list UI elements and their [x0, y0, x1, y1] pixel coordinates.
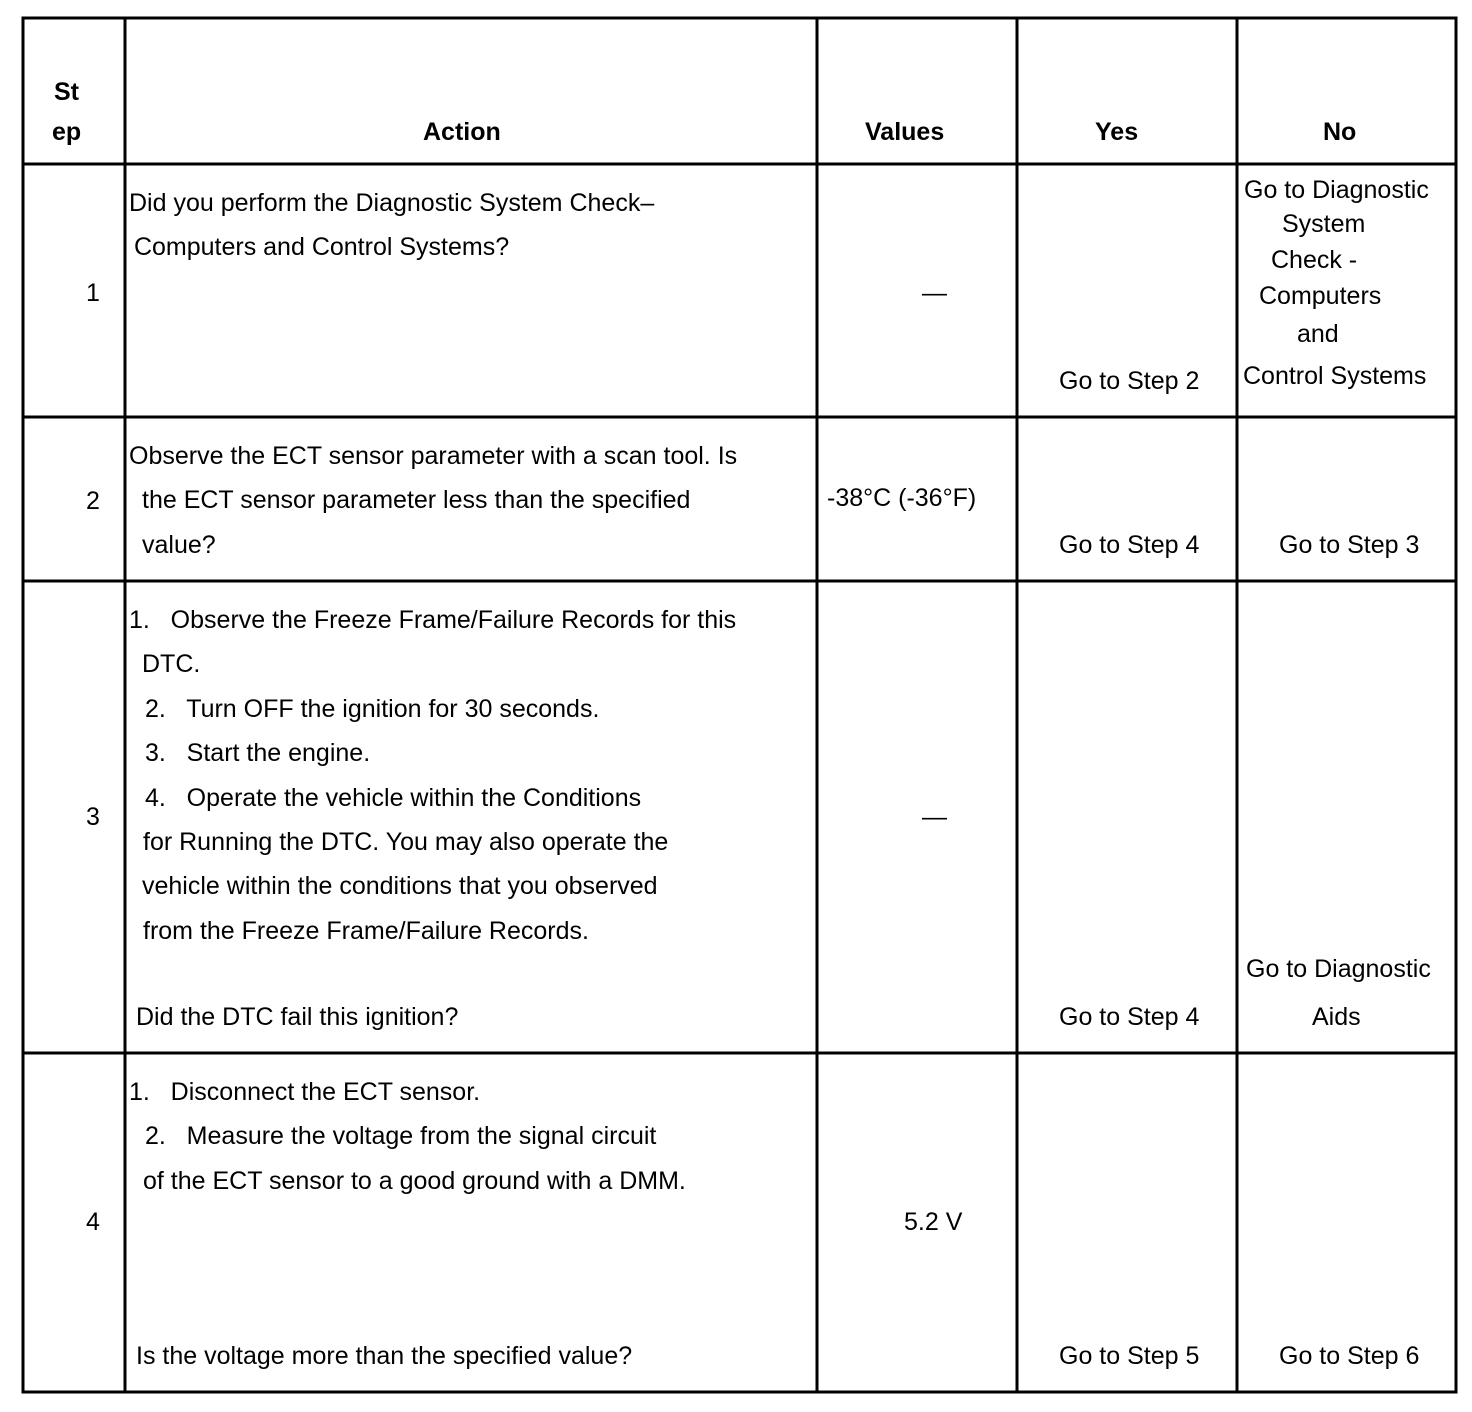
yes-cell: Go to Step 2 — [1059, 367, 1200, 395]
value-cell: — — [922, 279, 947, 307]
step-number: 2 — [86, 487, 100, 515]
action-line: 4. Operate the vehicle within the Conditions — [145, 784, 642, 812]
value-cell: -38°C (-36°F) — [827, 484, 977, 512]
action-line: Computers and Control Systems? — [127, 233, 510, 261]
header-no: No — [1323, 118, 1357, 146]
no-cell: Go to Step 3 — [1279, 531, 1420, 559]
step-number: 4 — [86, 1208, 100, 1236]
action-line: from the Freeze Frame/Failure Records. — [143, 917, 589, 945]
no-cell-line: Check - — [1271, 246, 1358, 274]
no-cell-line: Aids — [1312, 1003, 1361, 1031]
yes-cell: Go to Step 4 — [1059, 1003, 1200, 1031]
action-line: Is the voltage more than the specified value? — [136, 1342, 633, 1370]
no-cell-line: and — [1297, 320, 1339, 348]
value-cell: 5.2 V — [904, 1208, 963, 1236]
action-line: 1. Disconnect the ECT sensor. — [129, 1078, 481, 1106]
no-cell-line: Go to Diagnostic — [1246, 955, 1431, 983]
action-line: DTC. — [142, 650, 201, 678]
value-cell: — — [922, 803, 947, 831]
no-cell: Go to Step 6 — [1279, 1342, 1420, 1370]
yes-cell: Go to Step 4 — [1059, 531, 1200, 559]
step-number: 1 — [86, 279, 100, 307]
no-cell-line: Computers — [1259, 282, 1382, 310]
action-line: Did you perform the Diagnostic System Check– — [129, 189, 655, 217]
yes-cell: Go to Step 5 — [1059, 1342, 1200, 1370]
action-line: 3. Start the engine. — [145, 739, 371, 767]
no-cell-line: Go to Diagnostic — [1244, 176, 1429, 204]
action-line: of the ECT sensor to a good ground with a DMM. — [143, 1167, 686, 1195]
header-action: Action — [423, 118, 501, 146]
action-line: Observe the ECT sensor parameter with a scan tool. Is — [129, 442, 738, 470]
action-line: 1. Observe the Freeze Frame/Failure Records for this — [129, 606, 737, 634]
header-step-line1: St — [54, 78, 79, 106]
step-number: 3 — [86, 803, 100, 831]
action-line: value? — [142, 531, 216, 559]
action-line: 2. Turn OFF the ignition for 30 seconds. — [145, 695, 600, 723]
action-line: 2. Measure the voltage from the signal circuit — [145, 1122, 657, 1150]
action-line: for Running the DTC. You may also operate the — [143, 828, 669, 856]
action-line: vehicle within the conditions that you observed — [142, 872, 658, 900]
header-values: Values — [865, 118, 945, 146]
action-line: Did the DTC fail this ignition? — [136, 1003, 459, 1031]
action-line: the ECT sensor parameter less than the specified — [142, 486, 691, 514]
no-cell-line: Control Systems — [1243, 362, 1427, 390]
no-cell-line: System — [1282, 210, 1366, 238]
header-step-line2: ep — [52, 118, 82, 146]
header-yes: Yes — [1095, 118, 1139, 146]
